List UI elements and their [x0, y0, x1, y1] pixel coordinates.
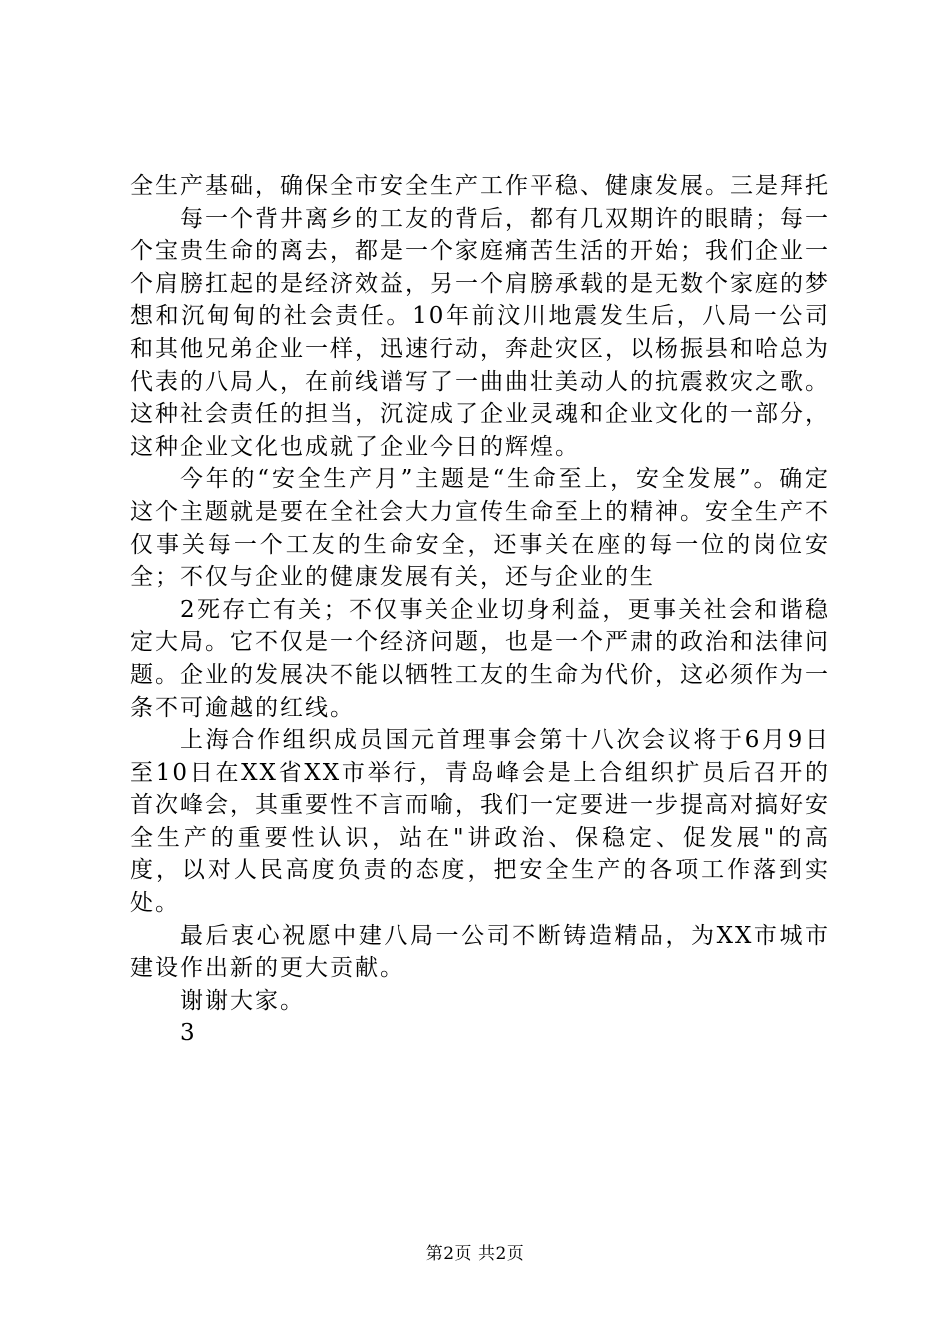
paragraph-safety-month-theme: 今年的“安全生产月”主题是“生命至上，安全发展”。确定这个主题就是要在全社会大力宣传生命至上的精神。安全生产不仅事关每一个工友的生命安全，还事关在座的每一位的岗位安全；不仅与企业的健康发展有关，还与企业的生	[130, 466, 830, 591]
document-body	[130, 170, 830, 1050]
paragraph-thanks: 谢谢大家。	[180, 987, 305, 1014]
paragraph-wishes: 最后衷心祝愿中建八局一公司不断铸造精品，为XX市城市建设作出新的更大贡献。	[130, 922, 830, 982]
paragraph-social-responsibility: 每一个背井离乡的工友的背后，都有几双期许的眼睛；每一个宝贵生命的离去，都是一个家庭痛苦生活的开始；我们企业一个肩膀扛起的是经济效益，另一个肩膀承载的是无数个家庭的梦想和沉甸甸的社会责任。10年前汶川地震发生后，八局一公司和其他兄弟企业一样，迅速行动，奔赴灾区，以杨振县和哈总为代表的八局人，在前线谱写了一曲曲壮美动人的抗震救灾之歌。这种社会责任的担当，沉淀成了企业灵魂和企业文化的一部分，这种企业文化也成就了企业今日的辉煌。	[130, 205, 830, 460]
paragraph-sco-summit: 上海合作组织成员国元首理事会第十八次会议将于6月9日至10日在XX省XX市举行，青岛峰会是上合组织扩员后召开的首次峰会，其重要性不言而喻，我们一定要进一步提高对搞好安全生产的重要性认识，站在"讲政治、保稳定、促发展"的高度，以对人民高度负责的态度，把安全生产的各项工作落到实处。	[130, 727, 830, 917]
paragraph-continuation: 全生产基础，确保全市安全生产工作平稳、健康发展。三是拜托	[130, 173, 830, 199]
paragraph-page-number: 3	[180, 1020, 197, 1047]
page-footer: 第2页 共2页	[425, 1244, 525, 1264]
paragraph-survival: 2死存亡有关；不仅事关企业切身利益，更事关社会和谐稳定大局。它不仅是一个经济问题，也是一个严肃的政治和法律问题。企业的发展决不能以牺牲工友的生命为代价，这必须作为一条不可逾越的红线。	[130, 596, 830, 721]
